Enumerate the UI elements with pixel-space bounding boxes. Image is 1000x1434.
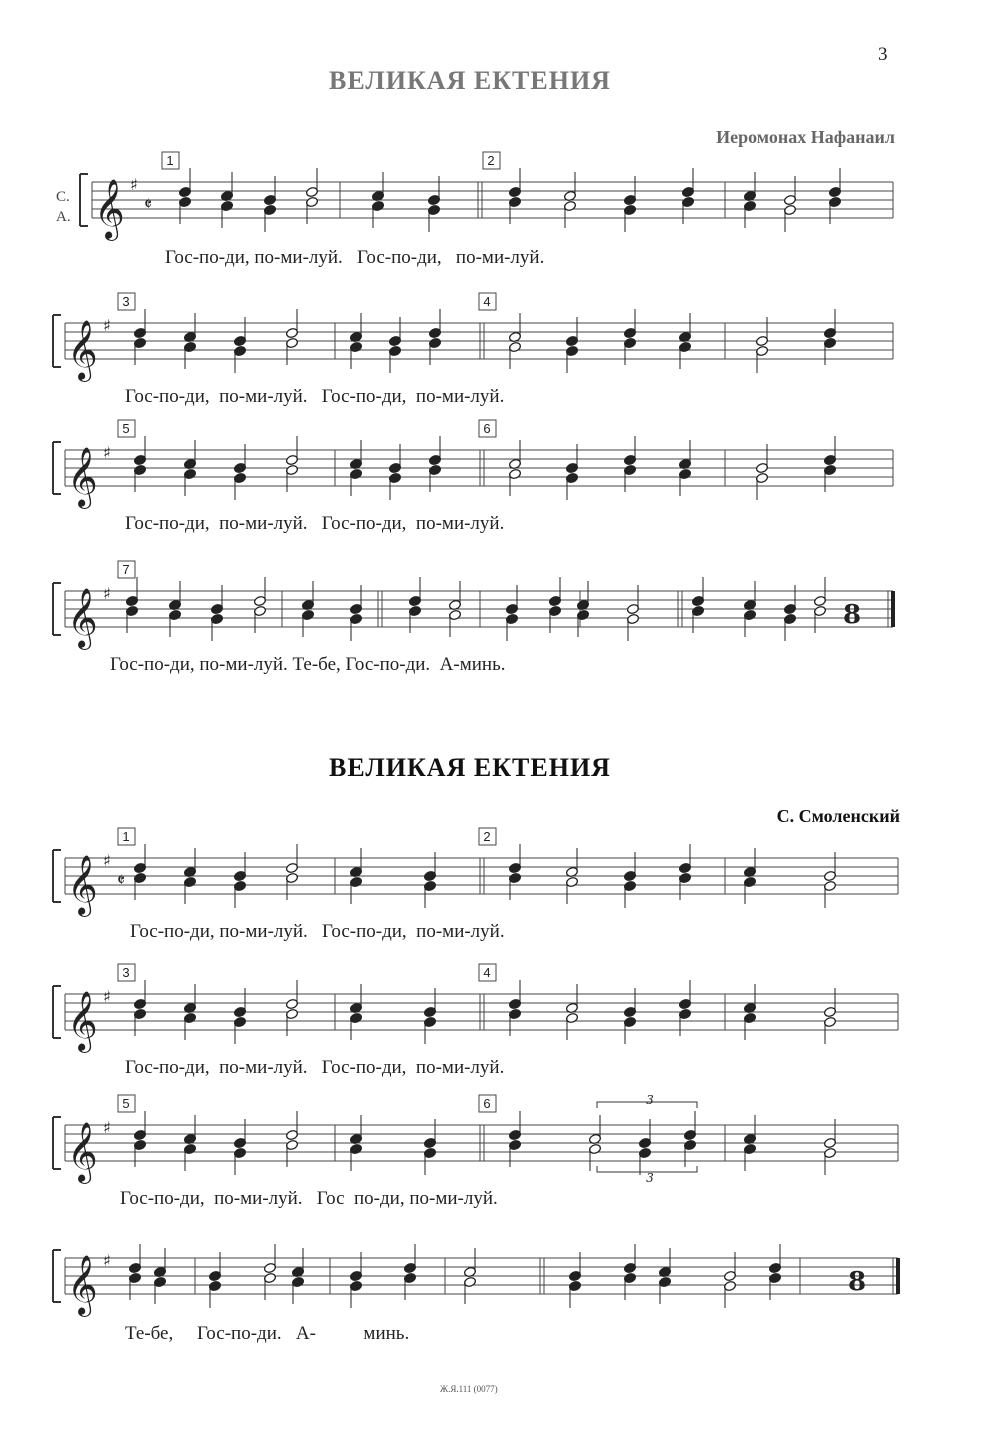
staff-system — [53, 1095, 898, 1184]
measure-number: 1 — [166, 153, 174, 168]
staff-system — [80, 152, 893, 241]
voice-label-alto: А. — [56, 209, 71, 225]
lyrics-s1-system4: Гос-по-ди, по-ми-луй. Те-бе, Гос-по-ди. А-минь. — [110, 654, 506, 675]
sharp-icon: ♯ — [103, 316, 111, 335]
staff-system — [53, 561, 895, 650]
staff-system — [53, 964, 898, 1053]
sharp-icon: ♯ — [130, 175, 138, 194]
staff-system — [53, 293, 893, 382]
treble-clef-icon: 𝄞 — [67, 1122, 98, 1182]
composer-2: С. Смоленский — [776, 806, 900, 826]
measure-number: 5 — [122, 1096, 130, 1111]
section-title-1: ВЕЛИКАЯ ЕКТЕНИЯ — [329, 66, 611, 95]
measure-number: 4 — [483, 965, 491, 980]
measure-number: 1 — [122, 829, 130, 844]
lyrics-s1-system3: Гос-по-ди, по-ми-луй. Гос-по-ди, по-ми-луй. — [125, 513, 505, 534]
staff-system — [53, 420, 893, 509]
measure-number: 6 — [483, 421, 491, 436]
treble-clef-icon: 𝄞 — [67, 588, 98, 648]
sharp-icon: ♯ — [103, 443, 111, 462]
lyrics-s2-system1: Гос-по-ди, по-ми-луй. Гос-по-ди, по-ми-луй. — [130, 921, 505, 942]
measure-number: 6 — [483, 1096, 491, 1111]
treble-clef-icon: 𝄞 — [67, 1255, 98, 1315]
composer-1: Иеромонах Нафанаил — [716, 127, 895, 147]
treble-clef-icon: 𝄞 — [94, 179, 125, 239]
tuplet-number: 3 — [646, 1171, 654, 1185]
sharp-icon: ♯ — [103, 987, 111, 1006]
eight-time-icon: 8 — [843, 600, 862, 630]
measure-number: 5 — [122, 421, 130, 436]
tuplet-number: 3 — [646, 1093, 654, 1107]
lyrics-s1-system2: Гос-по-ди, по-ми-луй. Гос-по-ди, по-ми-луй. — [125, 386, 505, 407]
cut-time-icon: 𝄵 — [117, 870, 126, 891]
lyrics-s2-system3: Гос-по-ди, по-ми-луй. Гос по-ди, по-ми-луй. — [120, 1188, 498, 1209]
lyrics-s2-system2: Гос-по-ди, по-ми-луй. Гос-по-ди, по-ми-луй. — [125, 1057, 505, 1078]
sharp-icon: ♯ — [103, 1251, 111, 1270]
footer-code: Ж.Я.111 (0077) — [440, 1384, 498, 1394]
sharp-icon: ♯ — [103, 851, 111, 870]
measure-number: 2 — [487, 153, 495, 168]
measure-number: 4 — [483, 294, 491, 309]
measure-number: 2 — [483, 829, 491, 844]
eight-time-icon: 8 — [848, 1267, 867, 1297]
treble-clef-icon: 𝄞 — [67, 447, 98, 507]
treble-clef-icon: 𝄞 — [67, 991, 98, 1051]
sharp-icon: ♯ — [103, 584, 111, 603]
treble-clef-icon: 𝄞 — [67, 855, 98, 915]
measure-number: 3 — [122, 294, 130, 309]
cut-time-icon: 𝄵 — [144, 194, 153, 215]
voice-label-soprano: С. — [56, 189, 70, 205]
treble-clef-icon: 𝄞 — [67, 320, 98, 380]
section-title-2: ВЕЛИКАЯ ЕКТЕНИЯ — [329, 753, 611, 782]
measure-number: 3 — [122, 965, 130, 980]
sharp-icon: ♯ — [103, 1118, 111, 1137]
lyrics-s2-system4: Те-бе, Гос-по-ди. А- минь. — [125, 1323, 410, 1344]
staff-system — [53, 1244, 900, 1317]
page-number: 3 — [878, 44, 888, 65]
measure-number: 7 — [122, 562, 130, 577]
staff-system — [53, 828, 898, 917]
lyrics-s1-system1: Гос-по-ди, по-ми-луй. Гос-по-ди, по-ми-луй. — [165, 247, 545, 268]
